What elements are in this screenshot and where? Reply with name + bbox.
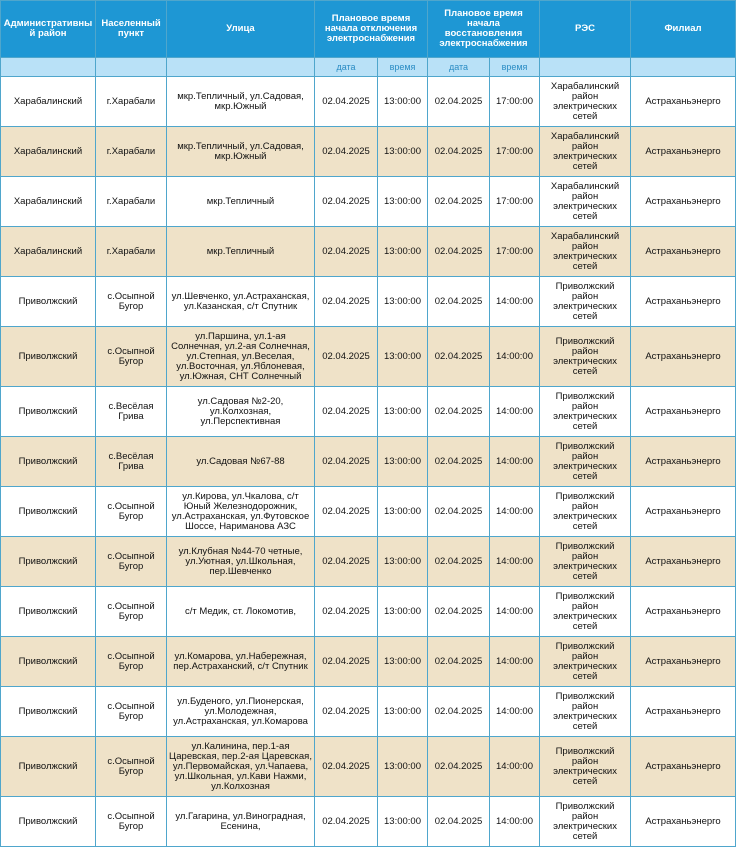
cell-on-time: 14:00:00 — [490, 797, 540, 847]
table-subheader-row — [1, 58, 736, 77]
cell-district: Приволжский — [1, 797, 96, 847]
table-row — [1, 737, 736, 797]
cell-branch: Астраханьэнерго — [631, 687, 736, 737]
subheader-on-date: дата — [428, 58, 490, 77]
cell-on-time: 14:00:00 — [490, 737, 540, 797]
cell-locality: с.Осыпной Бугор — [96, 637, 167, 687]
cell-street: мкр.Тепличный, ул.Садовая, мкр.Южный — [167, 77, 315, 127]
cell-branch: Астраханьэнерго — [631, 437, 736, 487]
cell-street: ул.Клубная №44-70 четные, ул.Уютная, ул.Школьная, пер.Шевченко — [167, 537, 315, 587]
cell-street: мкр.Тепличный — [167, 227, 315, 277]
table-row — [1, 687, 736, 737]
cell-locality: г.Харабали — [96, 227, 167, 277]
cell-locality: с.Осыпной Бугор — [96, 587, 167, 637]
cell-off-date: 02.04.2025 — [315, 177, 378, 227]
cell-locality: с.Осыпной Бугор — [96, 327, 167, 387]
cell-res: Приволжский район электрических сетей — [540, 437, 631, 487]
cell-district: Приволжский — [1, 387, 96, 437]
cell-district: Приволжский — [1, 687, 96, 737]
cell-off-date: 02.04.2025 — [315, 587, 378, 637]
cell-branch: Астраханьэнерго — [631, 637, 736, 687]
cell-on-time: 14:00:00 — [490, 437, 540, 487]
cell-street: мкр.Тепличный — [167, 177, 315, 227]
cell-locality: с.Осыпной Бугор — [96, 687, 167, 737]
cell-off-date: 02.04.2025 — [315, 127, 378, 177]
cell-on-time: 14:00:00 — [490, 537, 540, 587]
subheader-blank — [540, 58, 631, 77]
cell-res: Приволжский район электрических сетей — [540, 797, 631, 847]
header-locality: Населенный пункт — [96, 1, 167, 58]
table-row — [1, 437, 736, 487]
cell-on-time: 14:00:00 — [490, 587, 540, 637]
cell-branch: Астраханьэнерго — [631, 387, 736, 437]
cell-district: Харабалинский — [1, 127, 96, 177]
cell-res: Приволжский район электрических сетей — [540, 487, 631, 537]
cell-off-date: 02.04.2025 — [315, 737, 378, 797]
cell-off-date: 02.04.2025 — [315, 437, 378, 487]
cell-on-date: 02.04.2025 — [428, 327, 490, 387]
cell-street: ул.Калинина, пер.1-ая Царевская, пер.2-ая Царевская, ул.Первомайская, ул.Чапаева, ул.Школьная, ул.Кави Нажми, ул.Колхозная — [167, 737, 315, 797]
table-row — [1, 327, 736, 387]
header-res: РЭС — [540, 1, 631, 58]
cell-branch: Астраханьэнерго — [631, 277, 736, 327]
cell-district: Приволжский — [1, 737, 96, 797]
cell-on-time: 17:00:00 — [490, 227, 540, 277]
cell-res: Харабалинский район электрических сетей — [540, 227, 631, 277]
cell-on-time: 14:00:00 — [490, 637, 540, 687]
cell-off-date: 02.04.2025 — [315, 77, 378, 127]
cell-branch: Астраханьэнерго — [631, 797, 736, 847]
cell-branch: Астраханьэнерго — [631, 127, 736, 177]
cell-on-date: 02.04.2025 — [428, 487, 490, 537]
cell-off-time: 13:00:00 — [378, 487, 428, 537]
cell-locality: с.Осыпной Бугор — [96, 487, 167, 537]
table-row — [1, 77, 736, 127]
cell-on-time: 14:00:00 — [490, 387, 540, 437]
cell-off-time: 13:00:00 — [378, 797, 428, 847]
cell-locality: г.Харабали — [96, 177, 167, 227]
cell-res: Приволжский район электрических сетей — [540, 387, 631, 437]
cell-street: с/т Медик, ст. Локомотив, — [167, 587, 315, 637]
cell-locality: с.Осыпной Бугор — [96, 277, 167, 327]
table-header-row — [1, 1, 736, 58]
cell-on-date: 02.04.2025 — [428, 687, 490, 737]
header-street: Улица — [167, 1, 315, 58]
cell-off-time: 13:00:00 — [378, 737, 428, 797]
cell-branch: Астраханьэнерго — [631, 537, 736, 587]
cell-district: Приволжский — [1, 587, 96, 637]
cell-locality: с.Осыпной Бугор — [96, 797, 167, 847]
cell-off-time: 13:00:00 — [378, 387, 428, 437]
cell-off-time: 13:00:00 — [378, 327, 428, 387]
cell-off-date: 02.04.2025 — [315, 487, 378, 537]
table-row — [1, 587, 736, 637]
cell-on-date: 02.04.2025 — [428, 537, 490, 587]
cell-off-date: 02.04.2025 — [315, 227, 378, 277]
table-row — [1, 177, 736, 227]
cell-street: ул.Комарова, ул.Набережная, пер.Астраханский, с/т Спутник — [167, 637, 315, 687]
cell-on-date: 02.04.2025 — [428, 797, 490, 847]
subheader-on-time: время — [490, 58, 540, 77]
cell-district: Приволжский — [1, 637, 96, 687]
cell-res: Харабалинский район электрических сетей — [540, 127, 631, 177]
table-row — [1, 637, 736, 687]
cell-on-time: 14:00:00 — [490, 687, 540, 737]
cell-off-date: 02.04.2025 — [315, 537, 378, 587]
header-restore-time: Плановое время начала восстановления электроснабжения — [428, 1, 540, 58]
cell-off-time: 13:00:00 — [378, 177, 428, 227]
cell-district: Харабалинский — [1, 177, 96, 227]
cell-off-time: 13:00:00 — [378, 637, 428, 687]
cell-street: мкр.Тепличный, ул.Садовая, мкр.Южный — [167, 127, 315, 177]
cell-res: Приволжский район электрических сетей — [540, 327, 631, 387]
cell-on-date: 02.04.2025 — [428, 127, 490, 177]
cell-on-date: 02.04.2025 — [428, 77, 490, 127]
cell-on-date: 02.04.2025 — [428, 437, 490, 487]
cell-off-time: 13:00:00 — [378, 587, 428, 637]
table-row — [1, 387, 736, 437]
cell-res: Приволжский район электрических сетей — [540, 737, 631, 797]
cell-on-time: 17:00:00 — [490, 127, 540, 177]
cell-on-date: 02.04.2025 — [428, 637, 490, 687]
cell-off-time: 13:00:00 — [378, 537, 428, 587]
cell-off-date: 02.04.2025 — [315, 797, 378, 847]
cell-branch: Астраханьэнерго — [631, 487, 736, 537]
cell-off-date: 02.04.2025 — [315, 637, 378, 687]
subheader-off-time: время — [378, 58, 428, 77]
cell-off-time: 13:00:00 — [378, 437, 428, 487]
cell-on-time: 14:00:00 — [490, 277, 540, 327]
table-row — [1, 277, 736, 327]
cell-res: Приволжский район электрических сетей — [540, 687, 631, 737]
cell-on-date: 02.04.2025 — [428, 227, 490, 277]
cell-off-date: 02.04.2025 — [315, 687, 378, 737]
cell-res: Приволжский район электрических сетей — [540, 277, 631, 327]
cell-off-date: 02.04.2025 — [315, 277, 378, 327]
cell-street: ул.Садовая №67-88 — [167, 437, 315, 487]
cell-on-time: 17:00:00 — [490, 177, 540, 227]
cell-district: Приволжский — [1, 487, 96, 537]
cell-res: Харабалинский район электрических сетей — [540, 77, 631, 127]
cell-district: Приволжский — [1, 327, 96, 387]
cell-district: Харабалинский — [1, 77, 96, 127]
cell-off-date: 02.04.2025 — [315, 327, 378, 387]
cell-off-time: 13:00:00 — [378, 227, 428, 277]
cell-district: Приволжский — [1, 537, 96, 587]
cell-street: ул.Гагарина, ул.Виноградная, Есенина, — [167, 797, 315, 847]
cell-district: Приволжский — [1, 277, 96, 327]
cell-branch: Астраханьэнерго — [631, 327, 736, 387]
cell-on-time: 14:00:00 — [490, 487, 540, 537]
cell-district: Харабалинский — [1, 227, 96, 277]
cell-on-date: 02.04.2025 — [428, 587, 490, 637]
header-district: Административный район — [1, 1, 96, 58]
header-branch: Филиал — [631, 1, 736, 58]
cell-street: ул.Паршина, ул.1-ая Солнечная, ул.2-ая Солнечная, ул.Степная, ул.Веселая, ул.Восточная, ул.Яблоневая, ул.Южная, СНТ Солнечный — [167, 327, 315, 387]
cell-street: ул.Кирова, ул.Чкалова, с/т Юный Железнодорожник, ул.Астраханская, ул.Футовское Шоссе, Нариманова АЗС — [167, 487, 315, 537]
cell-branch: Астраханьэнерго — [631, 77, 736, 127]
subheader-blank — [1, 58, 96, 77]
cell-res: Приволжский район электрических сетей — [540, 637, 631, 687]
cell-locality: с.Осыпной Бугор — [96, 537, 167, 587]
cell-on-date: 02.04.2025 — [428, 277, 490, 327]
cell-on-time: 14:00:00 — [490, 327, 540, 387]
cell-branch: Астраханьэнерго — [631, 177, 736, 227]
cell-branch: Астраханьэнерго — [631, 737, 736, 797]
table-row — [1, 127, 736, 177]
table-row — [1, 537, 736, 587]
subheader-blank — [96, 58, 167, 77]
cell-off-time: 13:00:00 — [378, 687, 428, 737]
cell-street: ул.Шевченко, ул.Астраханская, ул.Казанская, с/т Спутник — [167, 277, 315, 327]
table-row — [1, 227, 736, 277]
cell-street: ул.Садовая №2-20, ул.Колхозная, ул.Перспективная — [167, 387, 315, 437]
cell-off-time: 13:00:00 — [378, 277, 428, 327]
cell-on-date: 02.04.2025 — [428, 737, 490, 797]
table-row — [1, 487, 736, 537]
cell-res: Приволжский район электрических сетей — [540, 587, 631, 637]
subheader-blank — [631, 58, 736, 77]
cell-locality: г.Харабали — [96, 77, 167, 127]
cell-res: Приволжский район электрических сетей — [540, 537, 631, 587]
cell-on-date: 02.04.2025 — [428, 177, 490, 227]
subheader-off-date: дата — [315, 58, 378, 77]
cell-off-time: 13:00:00 — [378, 77, 428, 127]
cell-on-time: 17:00:00 — [490, 77, 540, 127]
cell-on-date: 02.04.2025 — [428, 387, 490, 437]
header-off-time: Плановое время начала отключения электроснабжения — [315, 1, 428, 58]
cell-locality: с.Осыпной Бугор — [96, 737, 167, 797]
cell-street: ул.Буденого, ул.Пионерская, ул.Молодежная, ул.Астраханская, ул.Комарова — [167, 687, 315, 737]
subheader-blank — [167, 58, 315, 77]
cell-off-time: 13:00:00 — [378, 127, 428, 177]
cell-branch: Астраханьэнерго — [631, 587, 736, 637]
cell-locality: г.Харабали — [96, 127, 167, 177]
table-row — [1, 797, 736, 847]
cell-district: Приволжский — [1, 437, 96, 487]
cell-off-date: 02.04.2025 — [315, 387, 378, 437]
cell-branch: Астраханьэнерго — [631, 227, 736, 277]
cell-res: Харабалинский район электрических сетей — [540, 177, 631, 227]
cell-locality: с.Весёлая Грива — [96, 437, 167, 487]
cell-locality: с.Весёлая Грива — [96, 387, 167, 437]
